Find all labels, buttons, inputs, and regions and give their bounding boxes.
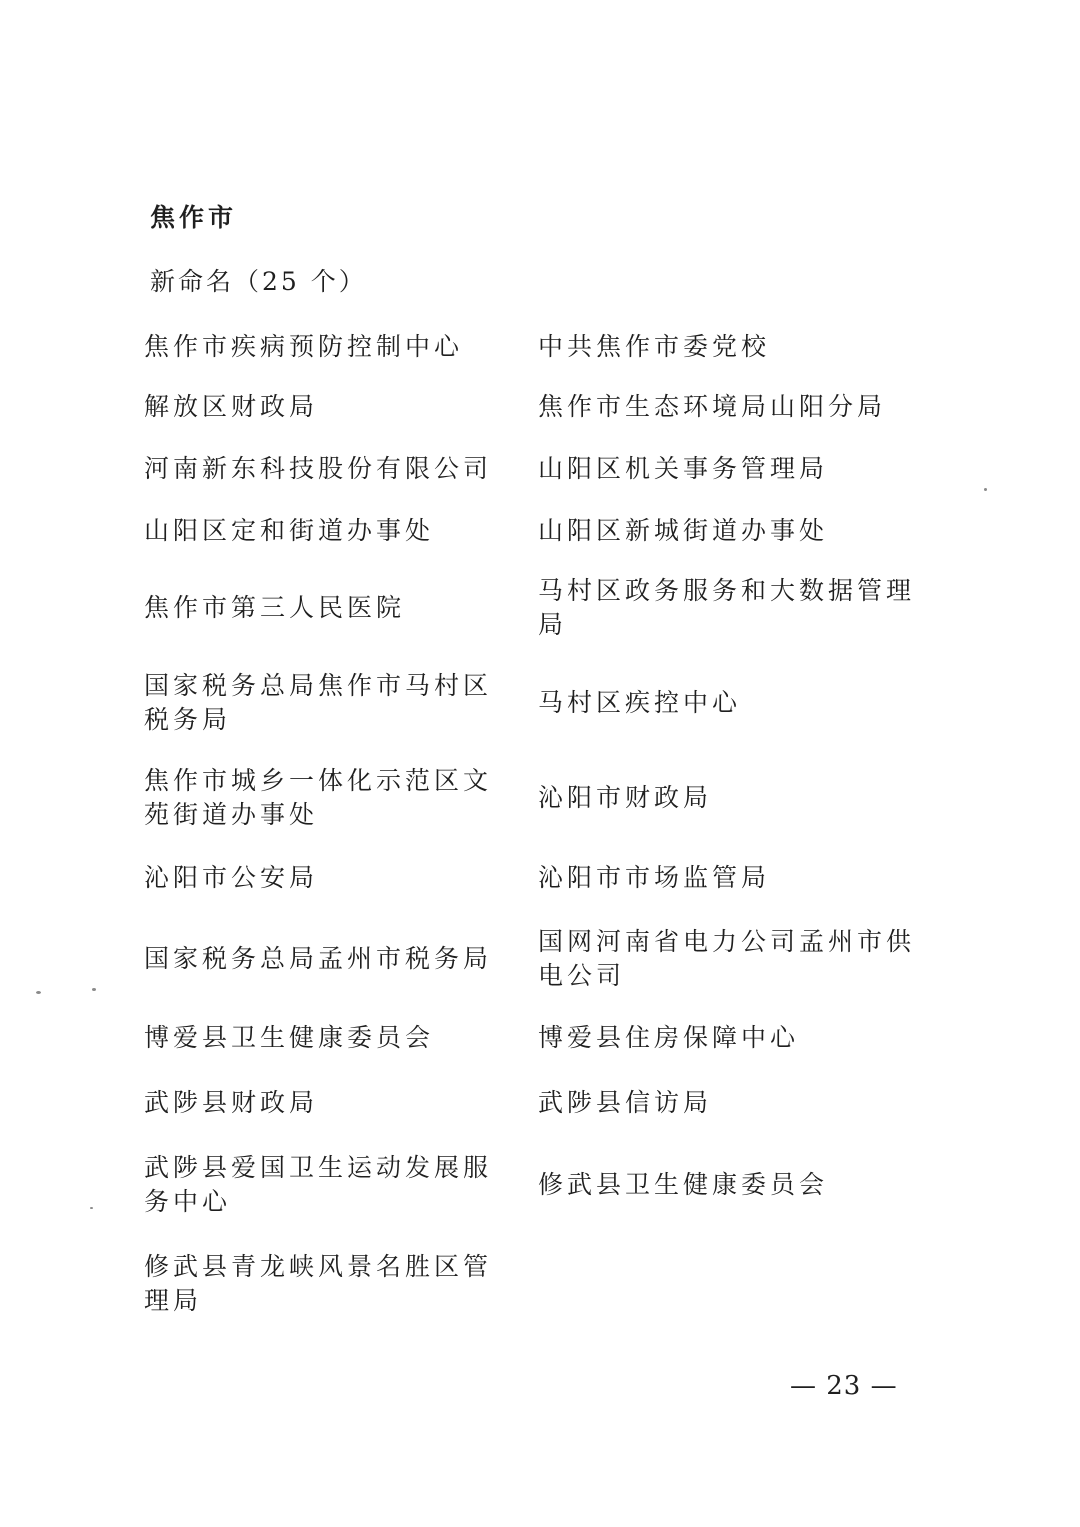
- organization-name: 国网河南省电力公司孟州市供电公司: [538, 927, 916, 990]
- organization-name: 焦作市第三人民医院: [144, 593, 406, 622]
- organization-name: 焦作市生态环境局山阳分局: [538, 392, 887, 421]
- organization-name: 国家税务总局孟州市税务局: [144, 944, 493, 973]
- list-row: [144, 752, 924, 844]
- organization-name: 马村区政务服务和大数据管理局: [538, 576, 916, 639]
- list-row: [144, 1006, 924, 1070]
- list-row: [144, 1234, 924, 1334]
- city-heading: 焦作市: [150, 203, 238, 232]
- organization-name: 修武县卫生健康委员会: [538, 1170, 829, 1199]
- organization-name: 焦作市疾病预防控制中心: [144, 332, 464, 361]
- organization-name: 山阳区定和街道办事处: [144, 516, 435, 545]
- organization-name: 博爱县住房保障中心: [538, 1023, 800, 1052]
- scan-speck: [90, 1207, 93, 1209]
- list-row: [144, 318, 924, 376]
- organization-name: 中共焦作市委党校: [538, 332, 771, 361]
- organization-name: 解放区财政局: [144, 392, 319, 421]
- organization-name: 沁阳市公安局: [144, 863, 319, 892]
- organization-name: 武陟县财政局: [144, 1088, 319, 1117]
- scan-speck: [92, 988, 96, 991]
- list-row: [144, 500, 924, 562]
- scan-speck: [36, 991, 41, 994]
- organization-name: 沁阳市财政局: [538, 783, 713, 812]
- organization-list: [144, 318, 924, 1334]
- organization-name: 武陟县爱国卫生运动发展服务中心: [144, 1153, 493, 1216]
- organization-name: 河南新东科技股份有限公司: [144, 454, 493, 483]
- category-heading: 新命名（25 个）: [150, 267, 367, 296]
- scan-speck: [984, 488, 987, 491]
- list-row: [144, 1136, 924, 1234]
- list-row: [144, 654, 924, 752]
- organization-name: 马村区疾控中心: [538, 688, 742, 717]
- list-row: [144, 438, 924, 500]
- list-row: [144, 562, 924, 654]
- organization-name: 焦作市城乡一体化示范区文苑街道办事处: [144, 766, 493, 829]
- organization-name: 修武县青龙峡风景名胜区管理局: [144, 1252, 493, 1315]
- organization-name: 国家税务总局焦作市马村区税务局: [144, 671, 493, 734]
- organization-name: 博爱县卫生健康委员会: [144, 1023, 435, 1052]
- list-row: [144, 376, 924, 438]
- organization-name: 山阳区新城街道办事处: [538, 516, 829, 545]
- list-row: [144, 844, 924, 912]
- organization-name: 沁阳市市场监管局: [538, 863, 771, 892]
- list-row: [144, 912, 924, 1006]
- page-number: — 23 —: [790, 1371, 898, 1401]
- organization-name: 山阳区机关事务管理局: [538, 454, 829, 483]
- list-row: [144, 1070, 924, 1136]
- organization-name: 武陟县信访局: [538, 1088, 713, 1117]
